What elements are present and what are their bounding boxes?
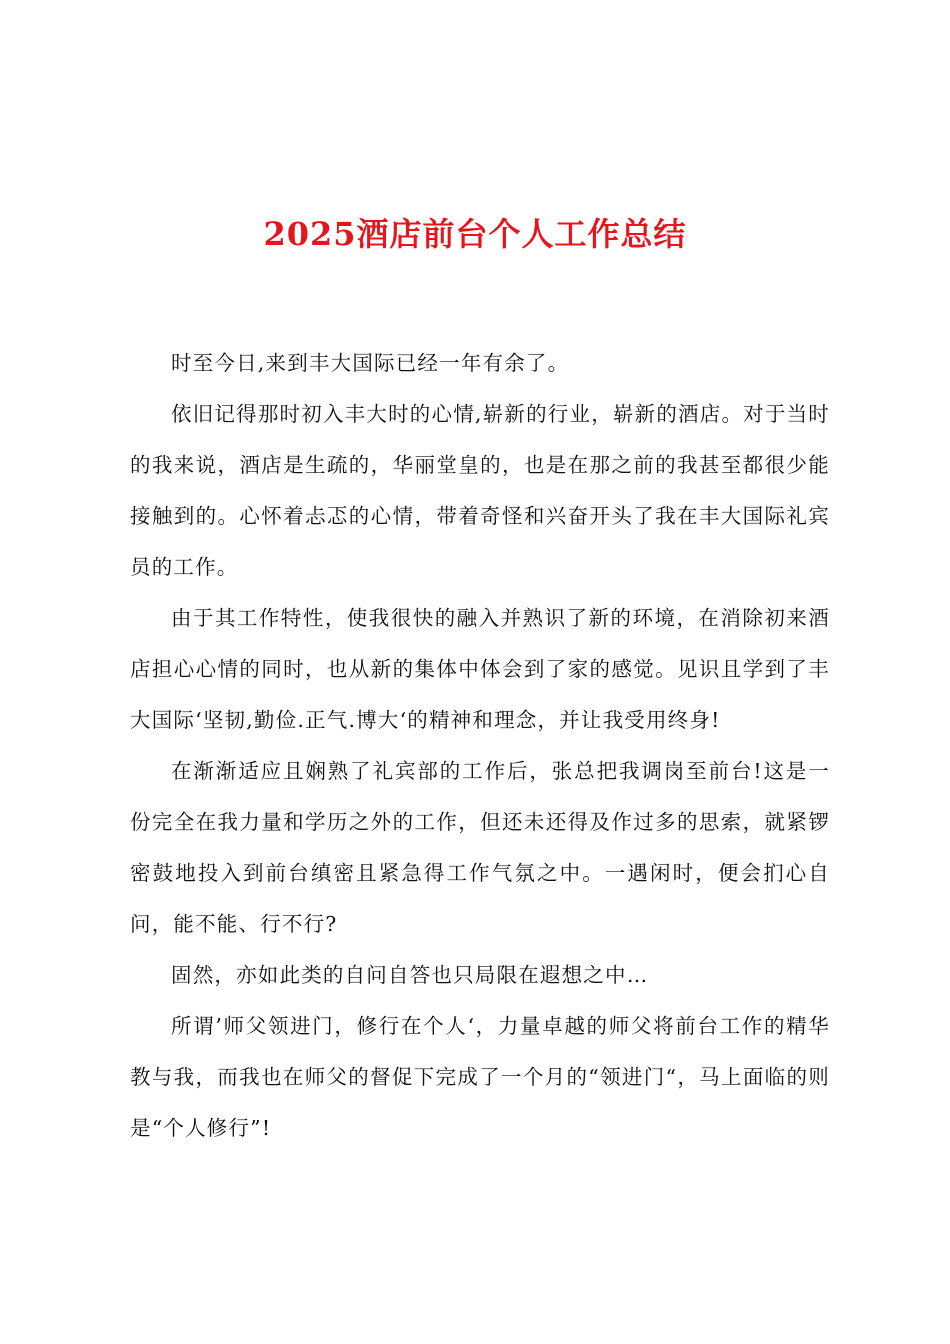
document-body: [130, 338, 830, 1154]
paragraph-3: 由于其工作特性，使我很快的融入并熟识了新的环境，在消除初来酒店担心心情的同时，也从新的集体中体会到了家的感觉。见识且学到了丰大国际‘坚韧,勤俭.正气.博大‘的精神和理念，并让我受用终身!: [130, 606, 830, 732]
paragraph-4: 在渐渐适应且娴熟了礼宾部的工作后，张总把我调岗至前台!这是一份完全在我力量和学历之外的工作，但还未还得及作过多的思索，就紧锣密鼓地投入到前台缜密且紧急得工作气氛之中。一遇闲时，便会扪心自问，能不能、行不行?: [130, 759, 830, 936]
paragraph-6: 所谓’师父领进门，修行在个人‘，力量卓越的师父将前台工作的精华教与我，而我也在师父的督促下完成了一个月的“领进门“，马上面临的则是“个人修行”!: [130, 1014, 830, 1140]
paragraph-1: 时至今日,来到丰大国际已经一年有余了。: [171, 351, 570, 375]
paragraph-5: 固然，亦如此类的自问自答也只局限在遐想之中…: [171, 963, 649, 987]
paragraph-2: 依旧记得那时初入丰大时的心情,崭新的行业，崭新的酒店。对于当时的我来说，酒店是生疏的，华丽堂皇的，也是在那之前的我甚至都很少能接触到的。心怀着忐忑的心情，带着奇怪和兴奋开头了我在丰大国际礼宾员的工作。: [130, 402, 830, 579]
document-title: 2025酒店前台个人工作总结: [263, 215, 687, 253]
